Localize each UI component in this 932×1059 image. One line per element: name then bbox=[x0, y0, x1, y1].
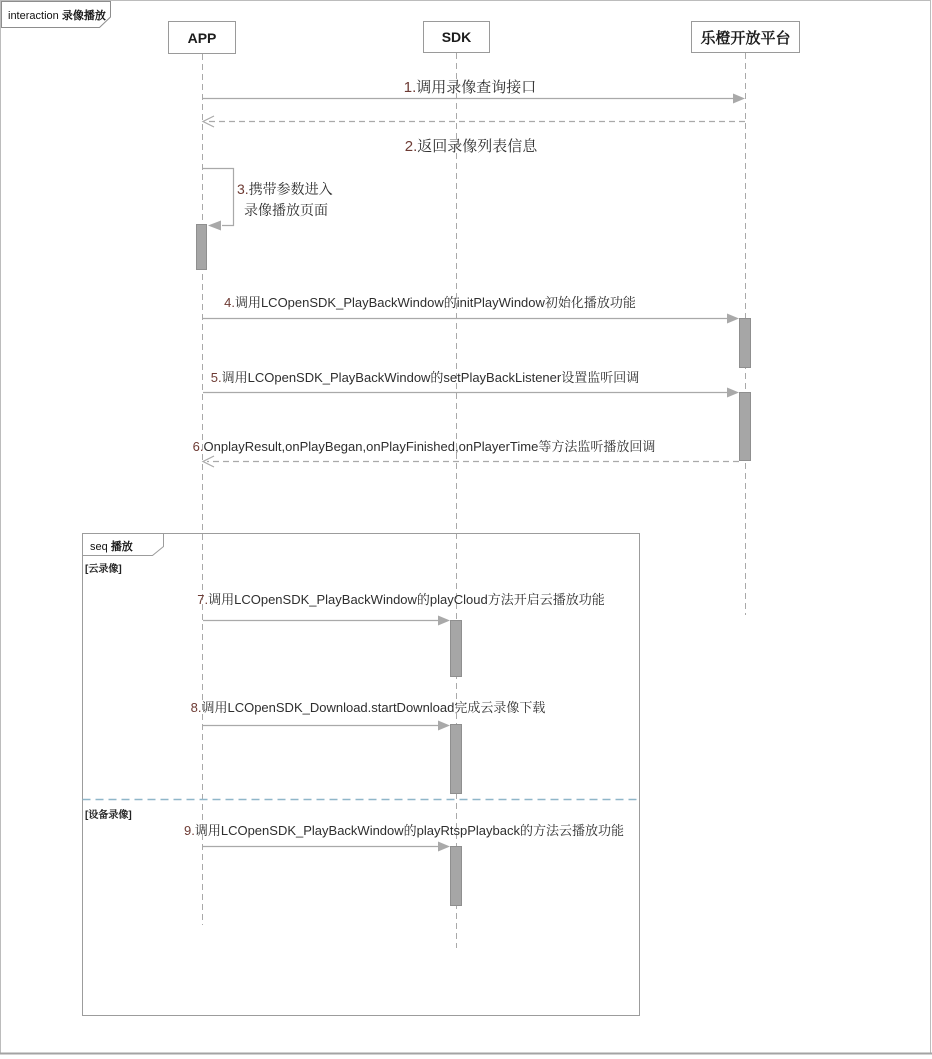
message-6-text: OnplayResult,onPlayBegan,onPlayFinished,onPlayerTime等方法监听播放回调 bbox=[203, 439, 656, 454]
message-1-number: 1. bbox=[403, 79, 417, 96]
message-7-number: 7. bbox=[197, 592, 209, 607]
message-1-label bbox=[404, 76, 537, 97]
lifeline-head-app bbox=[168, 21, 236, 54]
fragment-guard-cloud: [云录像] bbox=[85, 564, 122, 575]
activation-bar-platform-1 bbox=[739, 318, 751, 368]
message-3-label bbox=[237, 179, 333, 221]
fragment-operator-label: seq bbox=[90, 541, 108, 553]
message-7-arrowhead bbox=[438, 616, 450, 626]
message-9-text: 调用LCOpenSDK_PlayBackWindow的playRtspPlayback的方法云播放功能 bbox=[194, 823, 624, 838]
message-4-arrowhead bbox=[727, 314, 739, 324]
message-8-label bbox=[191, 697, 546, 716]
frame-title-label: 录像播放 bbox=[61, 10, 106, 22]
diagram-outer-border bbox=[1, 1, 931, 1054]
seq-fragment-tab-label bbox=[90, 538, 133, 554]
fragment-title-label: 播放 bbox=[110, 541, 133, 553]
lifeline-head-sdk bbox=[423, 21, 490, 53]
lifeline-app-label: APP bbox=[187, 29, 217, 46]
message-8-number: 8. bbox=[190, 700, 202, 715]
message-3-number: 3. bbox=[237, 181, 249, 197]
message-1-text: 调用录像查询接口 bbox=[416, 79, 537, 96]
message-3-text: 携带参数进入 bbox=[248, 181, 333, 197]
activation-bar-sdk-1 bbox=[450, 620, 462, 677]
message-9-arrowhead bbox=[438, 842, 450, 852]
message-7-label bbox=[197, 589, 604, 608]
lifeline-platform-label: 乐橙开放平台 bbox=[700, 29, 791, 47]
activation-bar-app bbox=[196, 224, 207, 270]
message-5-label bbox=[211, 367, 639, 386]
message-9-label bbox=[184, 820, 624, 839]
interaction-frame-tab-label bbox=[8, 7, 106, 23]
message-4-label bbox=[224, 292, 636, 311]
message-4-number: 4. bbox=[224, 295, 235, 310]
message-2-text: 返回录像列表信息 bbox=[417, 138, 538, 155]
message-5-number: 5. bbox=[210, 370, 222, 385]
activation-bar-platform-2 bbox=[739, 392, 751, 461]
message-4-text: 调用LCOpenSDK_PlayBackWindow的initPlayWindow初始化播放功能 bbox=[234, 295, 636, 310]
message-3-self-line bbox=[203, 169, 234, 226]
lifeline-sdk-label: SDK bbox=[441, 29, 472, 45]
lifeline-head-platform bbox=[691, 21, 800, 53]
message-9-number: 9. bbox=[184, 823, 195, 838]
message-1-arrowhead bbox=[733, 94, 745, 104]
message-3-text-line2: 录像播放页面 bbox=[244, 202, 328, 218]
message-5-arrowhead bbox=[727, 388, 739, 398]
message-8-text: 调用LCOpenSDK_Download.startDownload完成云录像下载 bbox=[201, 700, 546, 715]
fragment-guard-device: [设备录像] bbox=[85, 810, 132, 821]
activation-bar-sdk-2 bbox=[450, 724, 462, 794]
message-2-number: 2. bbox=[404, 138, 418, 155]
message-7-text: 调用LCOpenSDK_PlayBackWindow的playCloud方法开启云播放功能 bbox=[208, 592, 605, 607]
message-6-label bbox=[193, 436, 656, 455]
message-6-number: 6. bbox=[192, 439, 204, 454]
message-2-label bbox=[405, 135, 538, 156]
message-8-arrowhead bbox=[438, 721, 450, 731]
message-3-arrowhead bbox=[208, 221, 221, 231]
message-5-text: 调用LCOpenSDK_PlayBackWindow的setPlayBackListener设置监听回调 bbox=[221, 370, 640, 385]
activation-bar-sdk-3 bbox=[450, 846, 462, 906]
frame-operator-label: interaction bbox=[8, 10, 59, 22]
